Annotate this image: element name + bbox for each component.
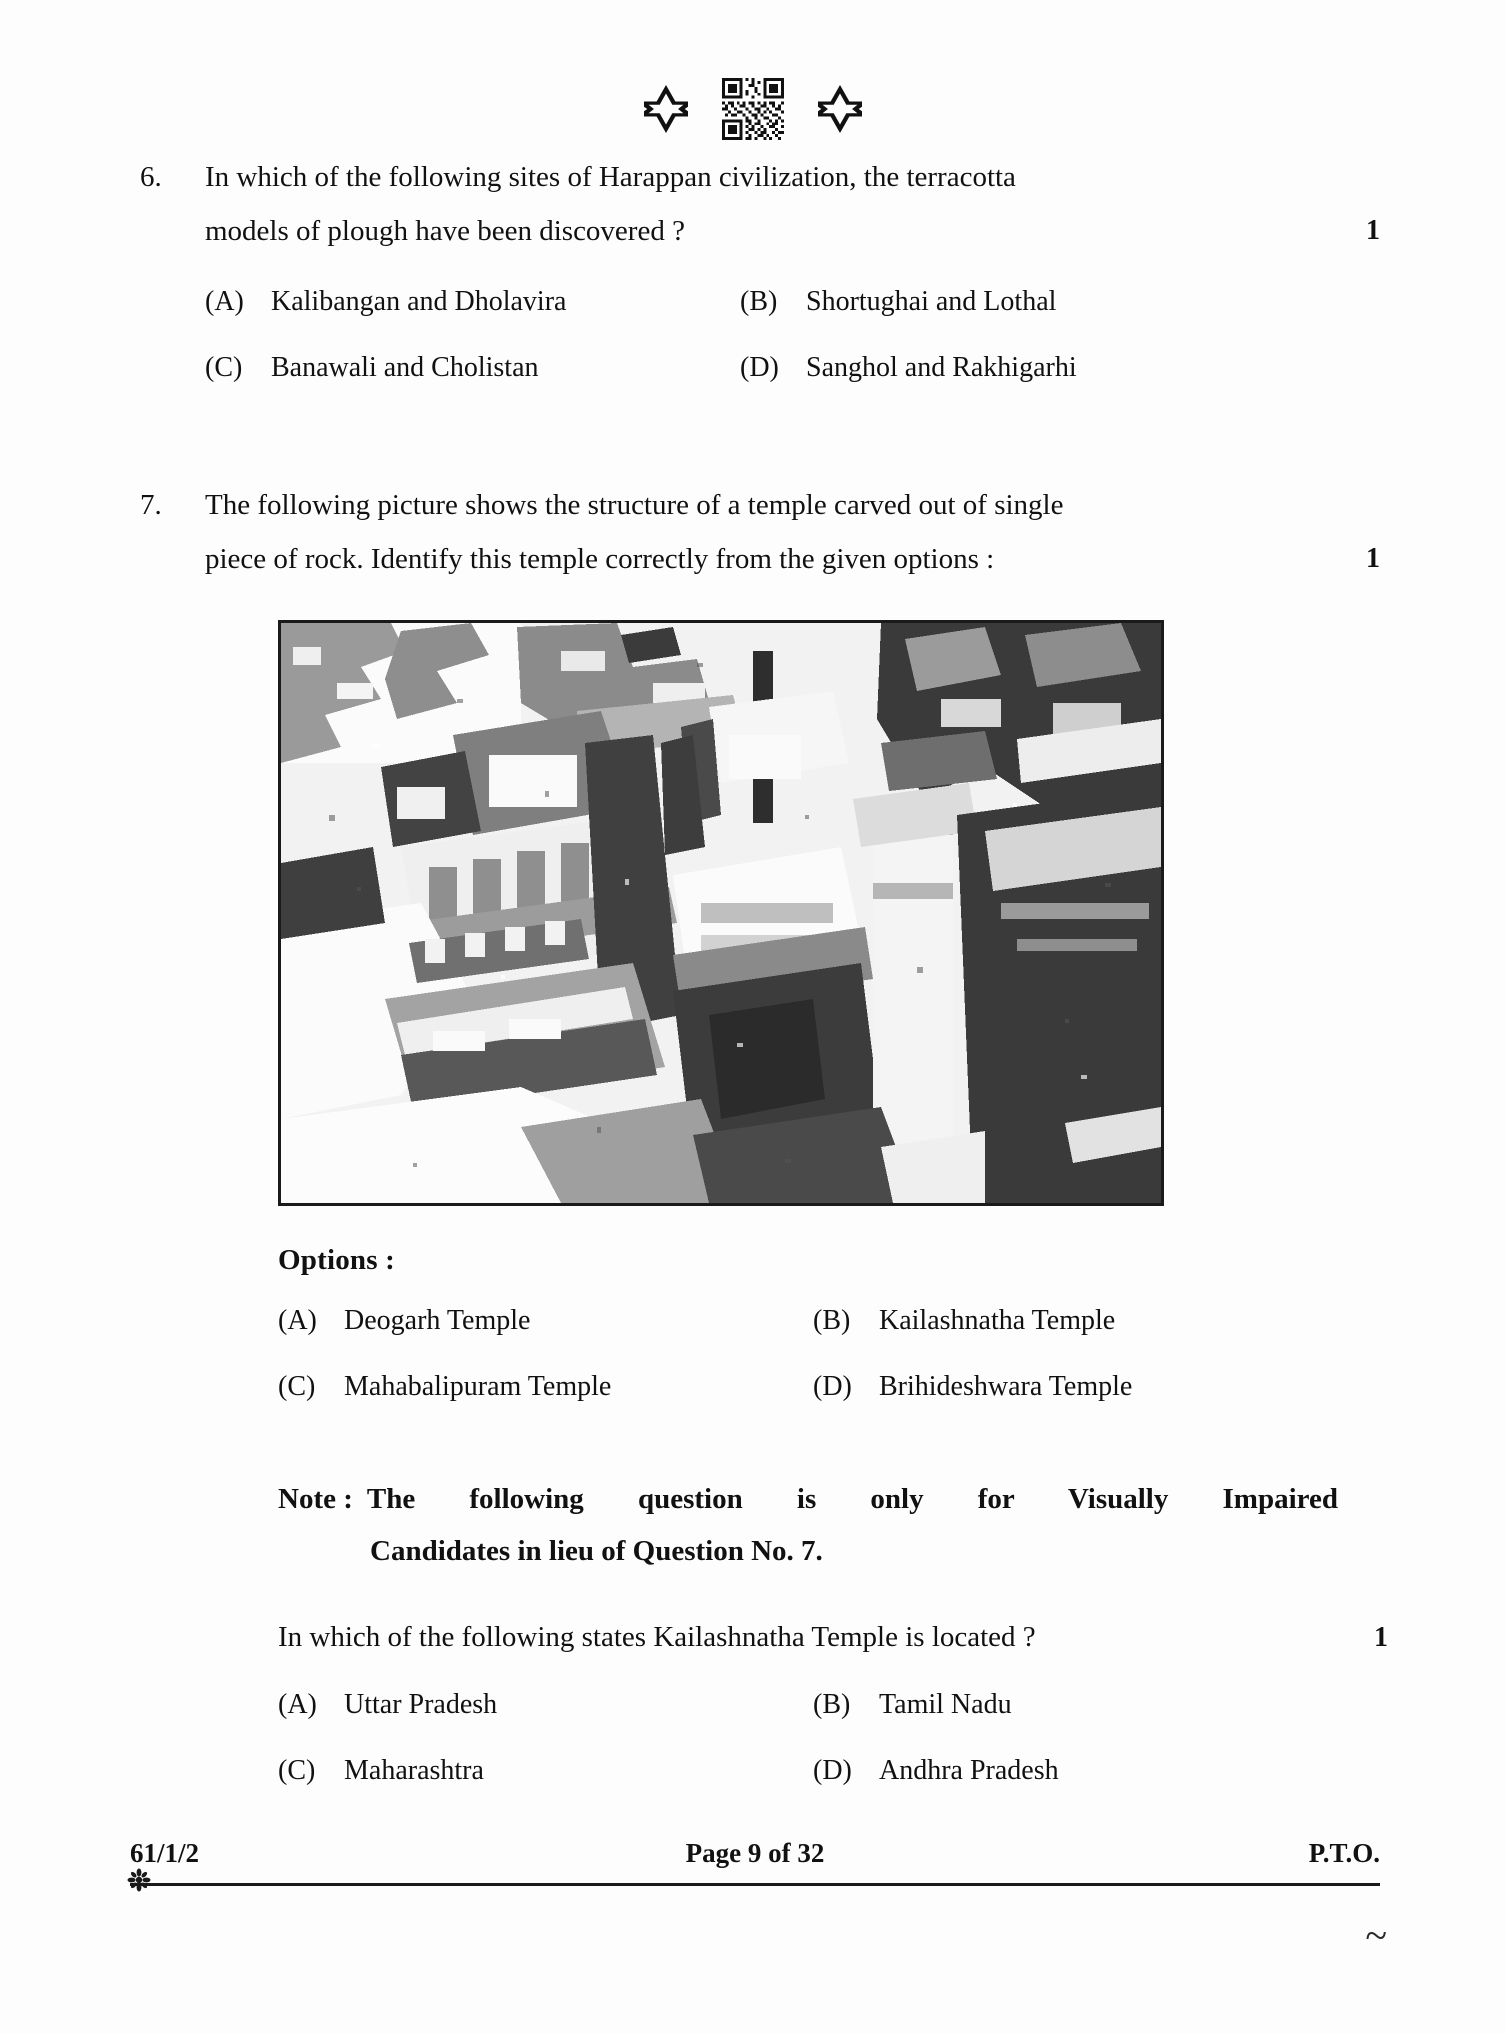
vi-question-text: In which of the following states Kailashnatha Temple is located ? — [278, 1621, 1036, 1653]
page-number-label: Page 9 of 32 — [685, 1838, 825, 1868]
option-a-text: Deogarh Temple — [344, 1305, 531, 1336]
question-6-options — [205, 280, 1380, 390]
paper-code: 61/1/2 — [130, 1838, 200, 1868]
question-6-text-line2: models of plough have been discovered ? — [205, 215, 685, 247]
option-d[interactable] — [813, 1749, 1380, 1793]
page-header-marks — [0, 78, 1505, 140]
question-6-text-line1: In which of the following sites of Harappan civilization, the terracotta — [205, 161, 1016, 193]
option-a-text: Uttar Pradesh — [344, 1689, 498, 1720]
option-b-text: Tamil Nadu — [879, 1689, 1012, 1720]
option-a[interactable] — [205, 280, 740, 324]
option-a[interactable] — [278, 1299, 813, 1343]
question-gap — [130, 390, 1380, 478]
option-c-text: Mahabalipuram Temple — [344, 1371, 612, 1402]
rock-cut-temple-photograph — [278, 620, 1164, 1206]
option-c-text: Banawali and Cholistan — [271, 352, 539, 383]
page-footer — [130, 1838, 1380, 1886]
vi-question-marks: 1 — [1374, 1622, 1388, 1653]
option-a-text: Kalibangan and Dholavira — [271, 286, 567, 317]
option-b-letter: (B) — [813, 1689, 851, 1720]
option-d[interactable] — [813, 1365, 1380, 1409]
option-c-text: Maharashtra — [344, 1755, 484, 1786]
question-7-text — [205, 478, 1320, 586]
qr-code-icon — [722, 78, 784, 140]
option-a-letter: (A) — [278, 1305, 317, 1336]
question-6-text — [205, 150, 1320, 258]
option-b-letter: (B) — [813, 1305, 851, 1336]
option-a-letter: (A) — [205, 286, 244, 317]
option-b[interactable] — [813, 1299, 1380, 1343]
note-line-2: Candidates in lieu of Question No. 7. — [370, 1535, 823, 1567]
tilde-mark: ~ — [1365, 1913, 1387, 1958]
option-d-text: Andhra Pradesh — [879, 1755, 1059, 1786]
question-list — [130, 150, 1388, 1793]
question-7-figure-wrap — [278, 620, 1380, 1206]
vi-question-row — [278, 1611, 1388, 1663]
six-pointed-star-icon — [644, 85, 688, 133]
question-6-marks: 1 — [1366, 215, 1380, 246]
option-c-letter: (C) — [278, 1371, 316, 1402]
question-7-marks: 1 — [1366, 543, 1380, 574]
option-d-letter: (D) — [813, 1755, 852, 1786]
question-7-text-line2: piece of rock. Identify this temple correctly from the given options : — [205, 543, 995, 575]
question-7 — [130, 478, 1380, 1409]
vi-question-options — [278, 1683, 1380, 1793]
question-7-text-line1: The following picture shows the structure of a temple carved out of single — [205, 489, 1064, 521]
question-7-options-label: Options : — [278, 1244, 396, 1276]
question-6 — [130, 150, 1380, 390]
option-d[interactable] — [740, 346, 1380, 390]
option-a[interactable] — [278, 1683, 813, 1727]
note-line-1: The following question is only for Visually Impaired — [366, 1483, 1338, 1515]
option-b-text: Kailashnatha Temple — [879, 1305, 1116, 1336]
footer-divider — [130, 1883, 1380, 1886]
option-d-text: Sanghol and Rakhigarhi — [806, 352, 1077, 383]
six-pointed-star-icon — [818, 85, 862, 133]
note-label: Note : — [278, 1483, 353, 1515]
option-d-letter: (D) — [813, 1371, 852, 1402]
option-c[interactable] — [278, 1365, 813, 1409]
option-a-letter: (A) — [278, 1689, 317, 1720]
flower-icon — [126, 1867, 152, 1893]
option-c[interactable] — [278, 1749, 813, 1793]
option-d-letter: (D) — [740, 352, 779, 383]
question-7-number: 7. — [140, 489, 162, 521]
option-b[interactable] — [813, 1683, 1380, 1727]
option-b-text: Shortughai and Lothal — [806, 286, 1057, 317]
question-7-options — [278, 1299, 1380, 1409]
option-c-letter: (C) — [278, 1755, 316, 1786]
visually-impaired-note — [278, 1473, 1338, 1577]
question-6-number: 6. — [140, 161, 162, 193]
option-c-letter: (C) — [205, 352, 243, 383]
option-b[interactable] — [740, 280, 1380, 324]
option-b-letter: (B) — [740, 286, 778, 317]
option-c[interactable] — [205, 346, 740, 390]
pto-label: P.T.O. — [1308, 1838, 1380, 1868]
option-d-text: Brihideshwara Temple — [879, 1371, 1133, 1402]
